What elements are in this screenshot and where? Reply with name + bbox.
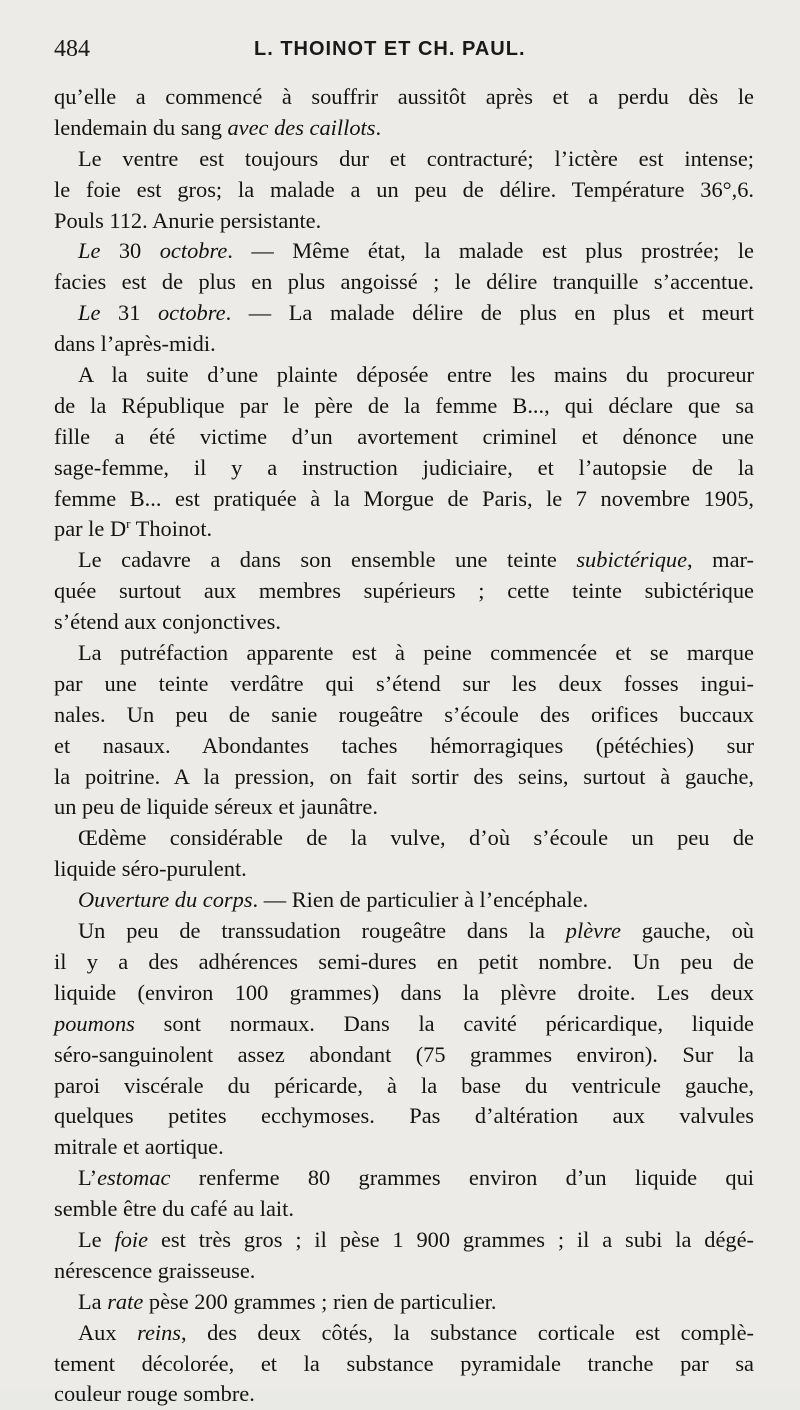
text-segment: , mar- [687,547,754,573]
text-segment: L’ [78,1165,98,1191]
text-line [54,1194,754,1225]
text-segment: A la suite d’une plainte déposée entre les mains du procureur [78,362,754,388]
text-segment: femme B... est pratiquée à la Morgue de Paris, le 7 novembre 1905, [54,485,754,511]
text-line [54,360,754,391]
text-segment: un peu de liquide séreux et jaunâtre. [54,794,378,820]
text-line [54,1101,754,1132]
italic-text: foie [114,1226,149,1252]
text-segment: nales. Un peu de sanie rougeâtre s’écoule des orifices buccaux [54,701,754,727]
text-segment: La putréfaction apparente est à peine commencée et se marque [78,640,754,666]
text-segment: sage-femme, il y a instruction judiciaire, et l’autopsie de la [54,454,754,480]
text-segment: 30 [100,238,160,264]
text-segment: le foie est gros; la malade a un peu de délire. Température 36°,6. [54,176,754,202]
text-line [54,792,754,823]
text-segment: Pouls 112. Anurie persistante. [54,207,322,233]
text-segment: paroi viscérale du péricarde, à la base du ventricule gauche, [54,1072,754,1098]
text-line [54,545,754,576]
italic-text: octobre [159,238,228,264]
text-segment: liquide séro-purulent. [54,856,247,882]
text-line [54,484,754,515]
text-line [54,916,754,947]
text-segment: mitrale et aortique. [54,1134,224,1160]
text-line [54,267,754,298]
text-segment: . — La malade délire de plus en plus et meurt [225,300,754,326]
text-segment: quée surtout aux membres supérieurs ; cette teinte subictérique [54,578,754,604]
italic-text: octobre [157,300,226,326]
text-segment: pèse 200 grammes ; rien de particulier. [143,1288,497,1314]
text-segment: de la République par le père de la femme B..., qui déclare que sa [54,392,754,418]
text-segment: par le D [54,516,127,542]
text-segment: séro-sanguinolent assez abondant (75 grammes environ). Sur la [54,1041,754,1067]
text-segment: liquide (environ 100 grammes) dans la plèvre droite. Les deux [54,979,754,1005]
text-segment: Le cadavre a dans son ensemble une teinte [78,547,577,573]
text-segment: fille a été victime d’un avortement criminel et dénonce une [54,423,754,449]
page-header [54,36,754,66]
text-line [54,854,754,885]
text-segment: nérescence graisseuse. [54,1257,256,1283]
text-segment: Un peu de transsudation rougeâtre dans la [78,918,566,944]
italic-text: poumons [54,1010,135,1036]
text-line [54,947,754,978]
italic-text: avec des caillots [227,114,376,140]
text-line [54,576,754,607]
text-segment: et nasaux. Abondantes taches hémorragiques (pétéchies) sur [54,732,754,758]
text-line [54,700,754,731]
text-segment: dans l’après-midi. [54,331,216,357]
text-line [54,206,754,237]
text-segment: il y a des adhérences semi-dures en petit nombre. Un peu de [54,948,754,974]
text-line [54,823,754,854]
text-segment: , des deux côtés, la substance corticale est complè- [181,1319,754,1345]
italic-text: reins [137,1319,182,1345]
text-segment: par une teinte verdâtre qui s’étend sur les deux fosses ingui- [54,670,754,696]
text-line [54,1009,754,1040]
text-line [54,1379,754,1410]
text-segment: quelques petites ecchymoses. Pas d’altération aux valvules [54,1103,754,1129]
italic-text: Le [78,300,101,326]
text-line [54,329,754,360]
text-segment: Œdème considérable de la vulve, d’où s’écoule un peu de [78,825,754,851]
text-line [54,298,754,329]
italic-text: subictérique [576,547,688,573]
text-line [54,1256,754,1287]
text-line [54,391,754,422]
text-line [54,1318,754,1349]
text-segment: lendemain du sang [54,114,228,140]
text-line [54,978,754,1009]
text-line [54,82,754,113]
italic-text: Le [78,238,101,264]
text-line [54,1349,754,1380]
text-segment: tement décolorée, et la substance pyramidale tranche par sa [54,1350,754,1376]
text-segment: qu’elle a commencé à souffrir aussitôt après et a perdu dès le [54,84,754,109]
italic-text: plèvre [565,918,621,944]
text-line [54,422,754,453]
text-segment: semble être du café au lait. [54,1196,294,1222]
text-segment: la poitrine. A la pression, on fait sortir des seins, surtout à gauche, [54,763,754,789]
italic-text: Ouverture du corps [78,887,253,913]
italic-text: rate [107,1288,144,1314]
text-line [54,885,754,916]
text-segment: sont normaux. Dans la cavité péricardique, liquide [134,1010,754,1036]
text-line [54,514,754,545]
text-line [54,762,754,793]
superscript-text: r [126,516,131,532]
text-line [54,236,754,267]
text-line [54,607,754,638]
text-line [54,1225,754,1256]
text-line [54,669,754,700]
italic-text: estomac [97,1165,171,1191]
text-segment: La [78,1288,108,1314]
text-segment: . [375,114,382,140]
text-segment: couleur rouge sombre. [54,1381,255,1407]
text-segment: . — Même état, la malade est plus prostrée; le [227,238,754,264]
text-line [54,1040,754,1071]
text-segment: facies est de plus en plus angoissé ; le délire tranquille s’accentue. [54,269,754,295]
text-segment: Le ventre est toujours dur et contracturé; l’ictère est intense; [78,145,754,171]
text-line [54,1071,754,1102]
text-line [54,1287,754,1318]
text-line [54,638,754,669]
text-segment: Aux [78,1319,138,1345]
text-line [54,1132,754,1163]
text-line [54,113,754,144]
text-segment: est très gros ; il pèse 1 900 grammes ; il a subi la dégé- [148,1226,755,1252]
text-line [54,175,754,206]
page-number: 484 [54,36,90,62]
text-segment: gauche, où [620,918,754,944]
text-segment: 31 [100,300,158,326]
text-line [54,453,754,484]
text-line [54,144,754,175]
text-segment: . — Rien de particulier à l’encéphale. [252,887,589,913]
text-line [54,731,754,762]
text-segment: Thoinot. [130,516,213,542]
text-segment: Le [78,1226,115,1252]
text-segment: renferme 80 grammes environ d’un liquide qui [170,1165,754,1191]
text-line [54,1163,754,1194]
body-text [54,82,754,1410]
text-segment: s’étend aux conjonctives. [54,609,281,635]
running-head: L. THOINOT ET CH. PAUL. [254,38,526,60]
